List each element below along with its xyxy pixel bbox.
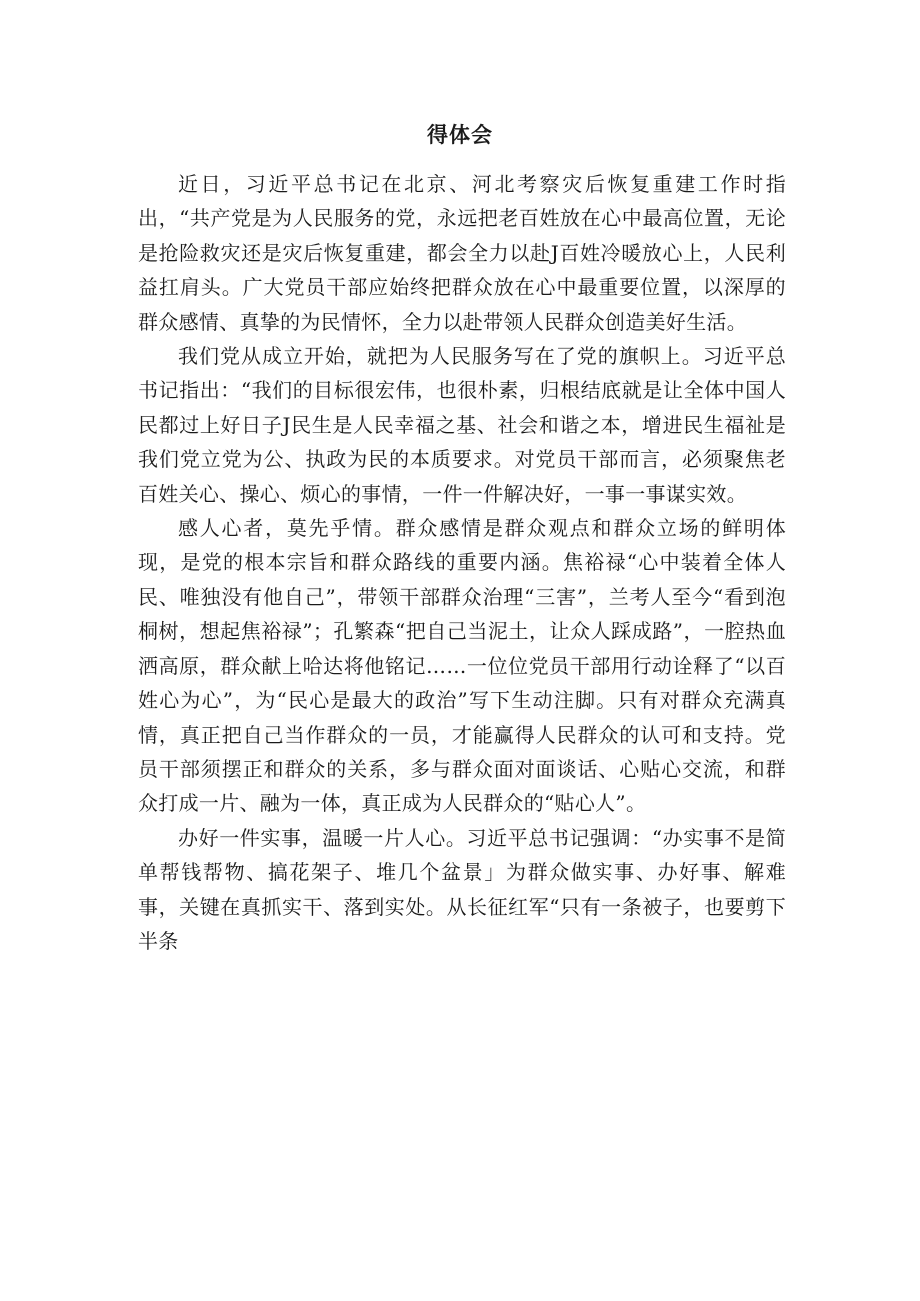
paragraph-1: 近日，习近平总书记在北京、河北考察灾后恢复重建工作时指出，“共产党是为人民服务的党，永远把老百姓放在心中最高位置，无论是抢险救灾还是灾后恢复重建，都会全力以赴J百姓冷暖放心上，人民利益扛肩头。广大党员干部应始终把群众放在心中最重要位置，以深厚的群众感情、真挚的为民情怀，全力以赴带领人民群众创造美好生活。 xyxy=(138,172,786,334)
paragraph-4: 办好一件实事，温暖一片人心。习近平总书记强调：“办实事不是简单帮钱帮物、搞花架子、堆几个盆景」为群众做实事、办好事、解难事，关键在真抓实干、落到实处。从长征红军“只有一条被子，也要剪下半条 xyxy=(138,825,786,953)
paragraph-3: 感人心者，莫先乎情。群众感情是群众观点和群众立场的鲜明体现，是党的根本宗旨和群众路线的重要内涵。焦裕禄“心中装着全体人民、唯独没有他自己”，带领干部群众治理“三害”，兰考人至今“看到泡桐树，想起焦裕禄”；孔繁森“把自己当泥土，让众人踩成路”，一腔热血洒高原，群众献上哈达将他铭记……一位位党员干部用行动诠释了“以百姓心为心”，为“民心是最大的政治”写下生动注脚。只有对群众充满真情，真正把自己当作群众的一员，才能赢得人民群众的认可和支持。党员干部须摆正和群众的关系，多与群众面对面谈话、心贴心交流，和群众打成一片、融为一体，真正成为人民群众的“贴心人”。 xyxy=(138,516,786,816)
document-body xyxy=(138,167,786,958)
paragraph-2: 我们党从成立开始，就把为人民服务写在了党的旗帜上。习近平总书记指出：“我们的目标很宏伟，也很朴素，归根结底就是让全体中国人民都过上好日子J民生是人民幸福之基、社会和谐之本，增进民生福祉是我们党立党为公、执政为民的本质要求。对党员干部而言，必须聚焦老百姓关心、操心、烦心的事情，一件一件解决好，一事一事谋实效。 xyxy=(138,344,786,506)
document-title: 得体会 xyxy=(427,123,493,147)
